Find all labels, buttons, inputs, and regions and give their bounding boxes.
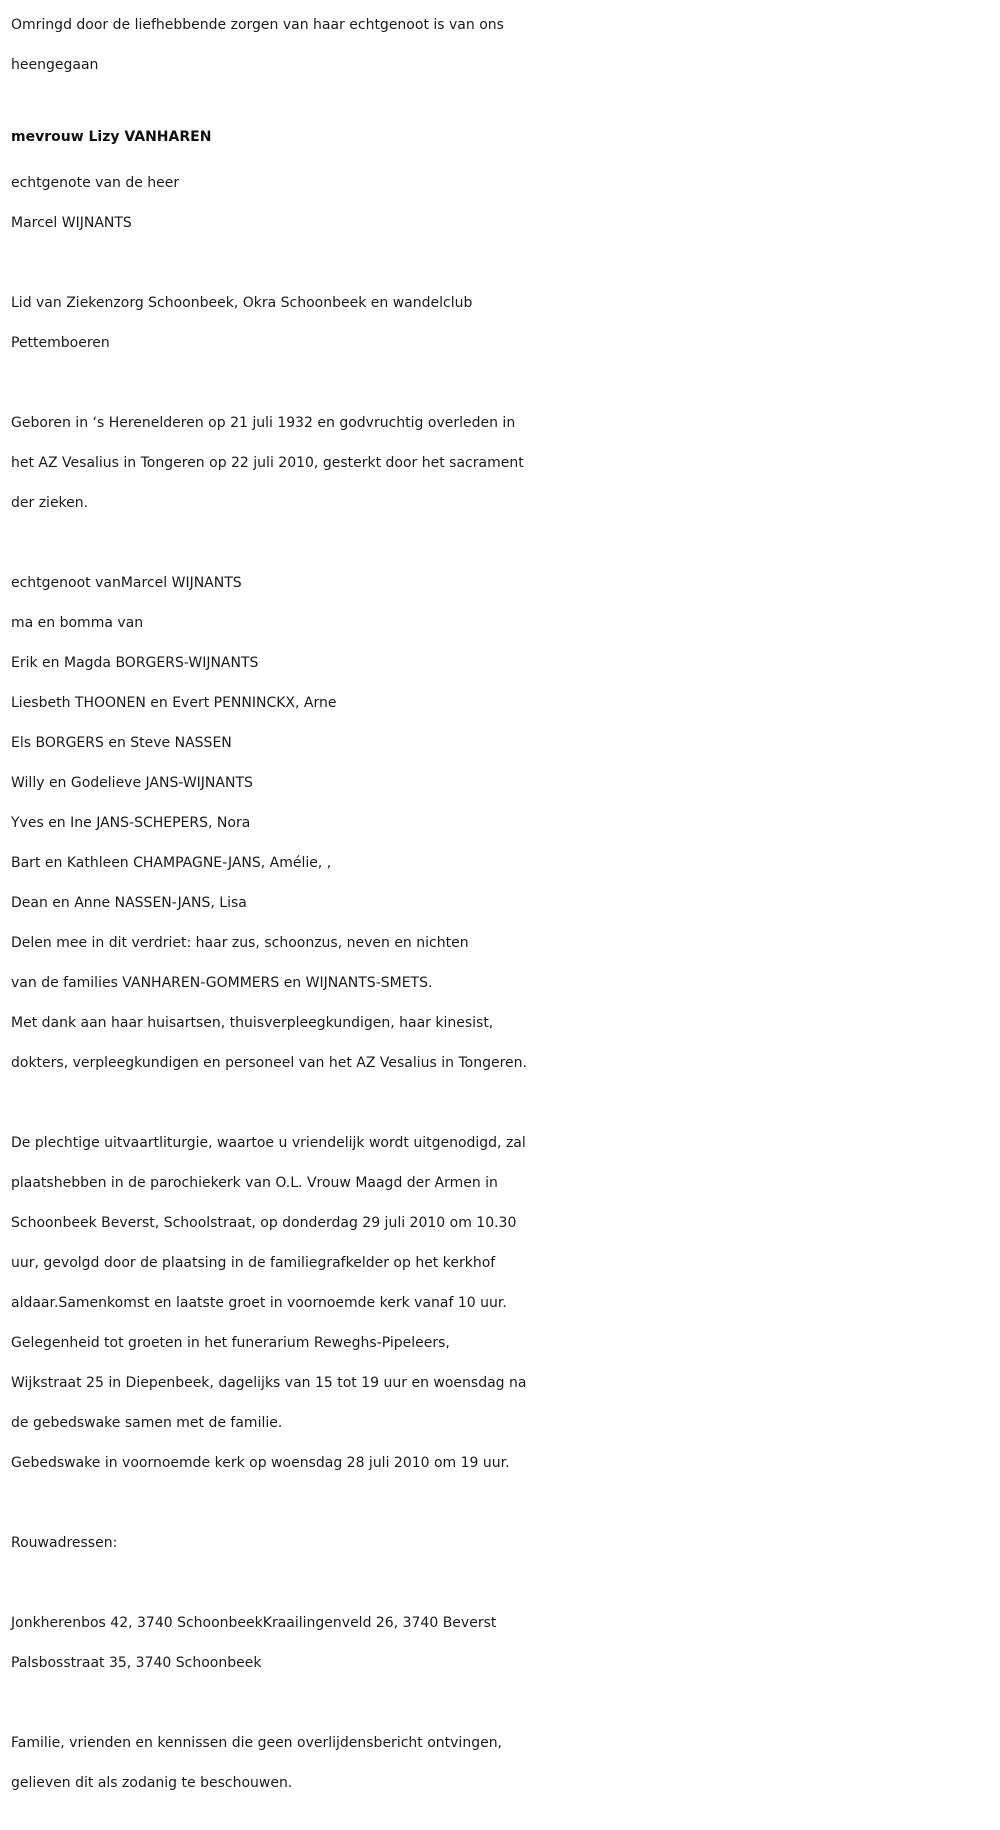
family-line: Yves en Ine JANS-SCHEPERS, Nora [11,815,251,831]
family-line: Met dank aan haar huisartsen, thuisverpleegkundigen, haar kinesist, [11,1015,494,1031]
address-line: Palsbosstraat 35, 3740 Schoonbeek [11,1655,262,1671]
family-line: Bart en Kathleen CHAMPAGNE-JANS, Amélie, , [11,855,332,871]
ceremony-line: Gebedswake in voornoemde kerk op woensdag 28 juli 2010 om 19 uur. [11,1455,510,1471]
ceremony-line: Gelegenheid tot groeten in het funerarium Reweghs-Pipeleers, [11,1335,450,1351]
family-line: Delen mee in dit verdriet: haar zus, schoonzus, neven en nichten [11,935,469,951]
spouse-line: Marcel WIJNANTS [11,215,132,231]
family-line: Liesbeth THOONEN en Evert PENNINCKX, Arne [11,695,337,711]
spacer [11,1683,991,1723]
spacer [11,1483,991,1523]
closing-line: Familie, vrienden en kennissen die geen overlijdensbericht ontvingen, [11,1735,503,1751]
ceremony-line: Schoonbeek Beverst, Schoolstraat, op donderdag 29 juli 2010 om 10.30 [11,1215,517,1231]
ceremony-line: uur, gevolgd door de plaatsing in de familiegrafkelder op het kerkhof [11,1255,496,1271]
birth-death-line: het AZ Vesalius in Tongeren op 22 juli 2010, gesterkt door het sacrament [11,455,524,471]
spacer [11,363,991,403]
family-line: ma en bomma van [11,615,144,631]
intro-line: Omringd door de liefhebbende zorgen van haar echtgenoot is van ons [11,17,504,33]
ceremony-line: de gebedswake samen met de familie. [11,1415,283,1431]
deceased-name: mevrouw Lizy VANHAREN [11,129,212,145]
membership-line: Lid van Ziekenzorg Schoonbeek, Okra Schoonbeek en wandelclub [11,295,473,311]
spacer [11,85,991,111]
address-line: Jonkherenbos 42, 3740 SchoonbeekKraailingenveld 26, 3740 Beverst [11,1615,497,1631]
addresses-label: Rouwadressen: [11,1535,118,1551]
family-line: dokters, verpleegkundigen en personeel van het AZ Vesalius in Tongeren. [11,1055,527,1071]
closing-line: gelieven dit als zodanig te beschouwen. [11,1775,293,1791]
ceremony-line: Wijkstraat 25 in Diepenbeek, dagelijks van 15 tot 19 uur en woensdag na [11,1375,527,1391]
spacer [11,1083,991,1123]
membership-line: Pettemboeren [11,335,110,351]
spouse-line: echtgenote van de heer [11,175,180,191]
ceremony-line: De plechtige uitvaartliturgie, waartoe u vriendelijk wordt uitgenodigd, zal [11,1135,526,1151]
birth-death-line: der zieken. [11,495,89,511]
family-line: Dean en Anne NASSEN-JANS, Lisa [11,895,247,911]
intro-line: heengegaan [11,57,99,73]
ceremony-line: plaatshebben in de parochiekerk van O.L. Vrouw Maagd der Armen in [11,1175,498,1191]
spacer [11,1563,991,1603]
family-line: echtgenoot vanMarcel WIJNANTS [11,575,242,591]
spacer [11,243,991,283]
birth-death-line: Geboren in ‘s Herenelderen op 21 juli 1932 en godvruchtig overleden in [11,415,516,431]
family-line: Erik en Magda BORGERS-WIJNANTS [11,655,259,671]
family-line: van de families VANHAREN-GOMMERS en WIJNANTS-SMETS. [11,975,433,991]
death-notice [11,5,991,1803]
family-line: Els BORGERS en Steve NASSEN [11,735,232,751]
spacer [11,523,991,563]
ceremony-line: aldaar.Samenkomst en laatste groet in voornoemde kerk vanaf 10 uur. [11,1295,507,1311]
family-line: Willy en Godelieve JANS-WIJNANTS [11,775,253,791]
